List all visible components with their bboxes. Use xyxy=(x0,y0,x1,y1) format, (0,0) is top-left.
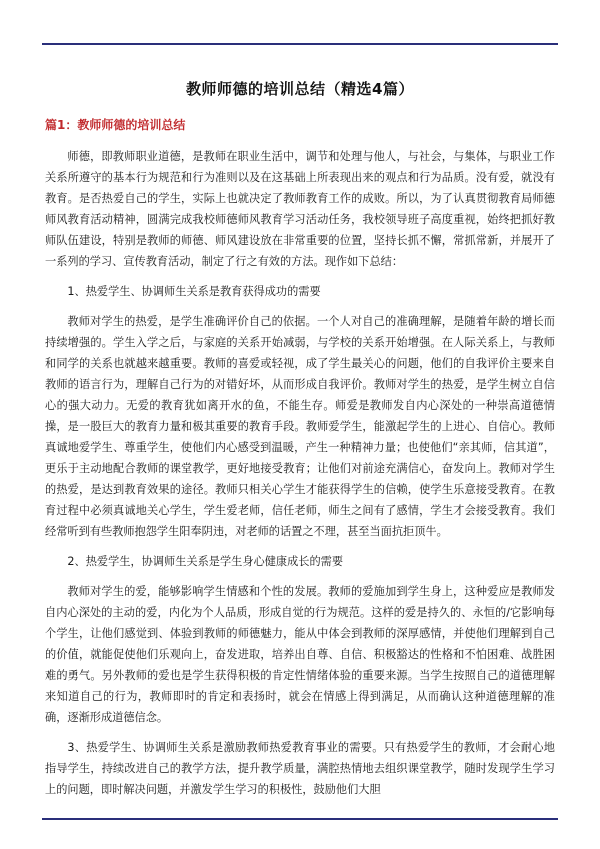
top-rule xyxy=(42,43,558,45)
document-body xyxy=(45,146,555,809)
bottom-rule xyxy=(42,818,558,820)
paragraph-2: 教师对学生的爱，能够影响学生情感和个性的发展。教师的爱施加到学生身上，这种爱应是教师发自内心深处的主动的爱，内化为个人品质，形成自觉的行为规范。这样的爱是持久的、永恒的/它影响每个学生，让他们感觉到、体验到教师的师德魅力，能从中体会到教师的深厚感情，并使他们理解到自己的价值，就能促使他们乐观向上，奋发进取，培养出自尊、自信、积极豁达的性格和不怕困难、战胜困难的勇气。另外教师的爱也是学生获得积极的肯定性情绪体验的重要来源。当学生按照自己的道德理解来知道自己的行为，教师即时的肯定和表扬时，就会在情感上得到满足，从而确认这种道德理解的准确，逐渐形成道德信念。 xyxy=(45,585,555,724)
subheading-1: 1、热爱学生、协调师生关系是教育获得成功的需要 xyxy=(67,285,321,298)
section-heading: 篇1：教师师德的培训总结 xyxy=(45,118,186,132)
subheading-2: 2、热爱学生，协调师生关系是学生身心健康成长的需要 xyxy=(67,555,344,568)
document-title: 教师师德的培训总结（精选4篇） xyxy=(186,80,414,98)
paragraph-intro: 师德，即教师职业道德，是教师在职业生活中，调节和处理与他人，与社会，与集体，与职业工作关系所遵守的基本行为规范和行为准则以及在这基础上所表现出来的观点和行为品质。没有爱，就没有教育。是否热爱自己的学生，实际上也就决定了教师教育工作的成败。所以，为了认真贯彻教育局师德师风教育活动精神，圆满完成我校师德师风教育学习活动任务，我校领导班子高度重视，始终把抓好教师队伍建设，特别是教师的师德、师风建设放在非常重要的位置，坚持长抓不懈，常抓常新，并展开了一系列的学习、宣传教育活动，制定了行之有效的方法。现作如下总结： xyxy=(45,150,555,268)
paragraph-3: 3、热爱学生、协调师生关系是激励教师热爱教育事业的需要。只有热爱学生的教师，才会耐心地指导学生，持续改进自己的教学方法，提升教学质量，满腔热情地去组织课堂教学，随时发现学生学习上的问题，即时解决问题，并激发学生学习的积极性，鼓励他们大胆 xyxy=(45,741,555,796)
paragraph-1: 教师对学生的热爱，是学生准确评价自己的依据。一个人对自己的准确理解，是随着年龄的增长而持续增强的。学生入学之后，与家庭的关系开始减弱，与学校的关系开始增强。在人际关系上，与教师和同学的关系也就越来越重要。教师的喜爱或轻视，成了学生最关心的问题，他们的自我评价主要来自教师的语言行为，理解自己行为的对错好坏，从而形成自我评价。教师对学生的热爱，是学生树立自信心的强大动力。无爱的教育犹如离开水的鱼，不能生存。师爱是教师发自内心深处的一种崇高道德情操，是一股巨大的教育力量和极其重要的教育手段。教师爱学生，能激起学生的上进心、自信心。教师真诚地爱学生、尊重学生，使他们内心感受到温暖，产生一种精神力量；也使他们“亲其师，信其道”，更乐于主动地配合教师的课堂教学，更好地接受教育；让他们对前途充满信心，奋发向上。教师对学生的热爱，是达到教育效果的途径。教师只相关心学生才能获得学生的信赖，使学生乐意接受教育。在教育过程中必须真诚地关心学生，学生爱老师，信任老师，师生之间有了感情，学生才会接受教育。我们经常听到有些教师抱怨学生阳奉阴违，对老师的话置之不理，甚至当面抗拒顶牛。 xyxy=(45,315,555,538)
